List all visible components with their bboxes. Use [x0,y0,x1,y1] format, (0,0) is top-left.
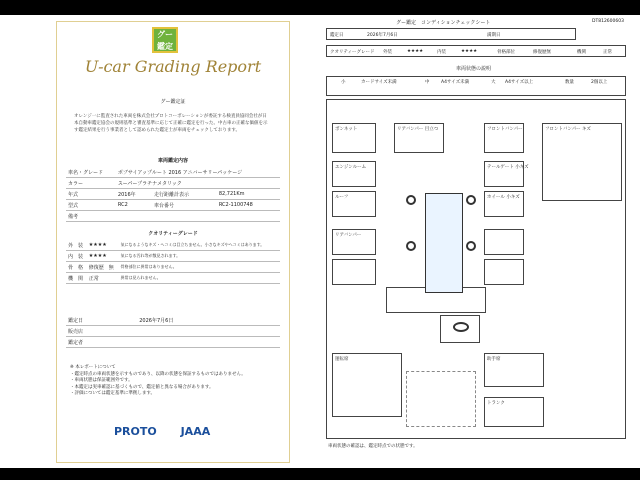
cell: ★★★★ [87,240,119,251]
cell: カラー [66,178,116,189]
cell: 鑑定日 [66,315,137,326]
vehicle-table [66,167,280,222]
note-box [332,123,376,153]
size-legend [326,76,626,96]
cell [137,326,280,337]
sheet-title: グー鑑定 コンディションチェックシート [396,20,491,26]
size-mid: 中 [425,80,430,85]
panel-label: 運転席 [335,357,349,362]
table-row [66,273,280,284]
certificate-subtitle: グー鑑定証 [160,99,186,105]
steering-wheel-icon [453,322,469,332]
note-text: ホイール 小キズ [487,195,520,200]
cell: 車台番号 [152,200,217,211]
int-value: ★★★★ [461,49,478,54]
ext-label: 外装 [383,50,392,55]
table-row [66,211,280,222]
date-row [326,28,576,40]
cell: 鑑定者 [66,337,137,348]
logo-row [114,425,230,438]
count-value: 2個以上 [591,80,608,85]
desc-title: 車両状態の説明 [456,66,492,72]
int-label: 内装 [437,50,446,55]
equipment-box [542,123,622,201]
cell: RC2-1100748 [217,200,280,211]
intro-paragraph: オレンジ一に監査された車両を株式会社プロトコーポレーションが委託する検査員協同会社が日本自動車鑑定協会の規則基準と審査基準に応じて正確に鑑定を行った。中古車の正確な価値を示す鑑定結果を行う事業者として認められた鑑定士が車両をチェックしております。 [74,114,268,133]
note-box [484,259,524,285]
size-large: 大 [491,80,496,85]
table-row [66,240,280,251]
table-row [66,337,280,348]
panel-label: ルーフ [335,195,349,200]
cell [116,211,280,222]
condition-check-sheet [316,15,640,468]
cell: 型式 [66,200,116,211]
note-text: フロントバンパー キズ [545,127,591,132]
size-card: カードサイズ未満 [361,80,397,85]
cell: ★★★★ [87,251,119,262]
cell: スーパープラチナメタリック [116,178,280,189]
note-text: テールゲート 小キズ [487,165,529,170]
date-table [66,315,280,348]
cell: 年式 [66,189,116,200]
bottom-note: 車両状態の確認は、鑑定時点での状態です。 [328,444,418,449]
interior-note-box [332,353,402,417]
panel-label: 助手席 [487,357,501,362]
cell: 2026年7月6日 [137,315,280,326]
cell: 気になるようなキズ・へコミは目立ちません。小さなキズやヘコミはあります。 [118,240,280,251]
table-row [66,189,280,200]
interior-note-box [484,397,544,427]
cell: 外 装 [66,240,87,251]
cell: RC2 [116,200,152,211]
jaaa-logo: JAAA [180,425,211,438]
frame-value: 修復歴無 [533,50,551,55]
grade-label: クオリティーグレード [330,50,375,55]
count-label: 数量 [565,80,574,85]
panel-label: エンジンルーム [335,165,367,170]
note-box [484,161,529,187]
grading-report-certificate [52,15,294,468]
note-box [332,161,376,187]
cell: ボブサイアップルート 2016 アニバーサリーパッケージ [116,167,280,178]
table-row [66,167,280,178]
wheel-icon [466,241,476,251]
size-a4: A4サイズ未満 [441,80,470,85]
report-title: U-car Grading Report [84,57,262,76]
table-row [66,178,280,189]
table-row [66,251,280,262]
cell: 販売店 [66,326,137,337]
note-box [332,191,376,217]
wheel-icon [406,195,416,205]
cell: 内 装 [66,251,87,262]
ext-value: ★★★★ [407,49,424,54]
table-row [66,200,280,211]
engine-label: 機関 [577,50,586,55]
wheel-icon [406,241,416,251]
report-sheet [0,15,640,468]
cell: 修復歴 無 [87,262,119,273]
table-row [66,315,280,326]
cell: 車名・グレード [66,167,116,178]
panel-label: トランク [487,401,505,406]
note-box [484,229,524,255]
cell: 走行距離計表示 [152,189,217,200]
quality-section-title: クオリティーグレード [148,231,198,237]
panel-label: フロントバンパー [487,127,523,132]
goo-badge-logo: グー鑑定 [152,27,178,53]
proto-logo: PROTO [114,425,157,438]
quality-table [66,240,280,284]
note-box [394,123,444,153]
cell: 機 関 [66,273,87,284]
vehicle-section-title: 車両鑑定内容 [157,158,188,164]
sheet-id: DT812600603 [592,19,624,24]
cell: 備考 [66,211,116,222]
cell: 異常は見られません。 [118,273,280,284]
cell: 正常 [87,273,119,284]
wheel-icon [466,195,476,205]
engine-value: 正常 [603,50,612,55]
footnote: ※ 本レポートについて ・鑑定時点の車両状態を示すものであり、以降の状態を保証するものではありません。 ・車両状態は保証範囲外です。 ・本鑑定は実車確認に基づくもので、鑑定値と異なる場合があります。 ・評価については鑑定基準に準拠します。 [70,365,246,396]
interior-seat-diagram [406,371,476,427]
car-top-view-diagram [425,193,463,293]
cell: 骨格部位に異常はありません。 [118,262,280,273]
size-small: 小 [341,80,346,85]
cell: 82,721Km [217,189,280,200]
table-row [66,326,280,337]
note-box [332,259,376,285]
note-box [484,191,524,217]
steering-box [440,315,480,343]
date-label: 鑑定日 [330,33,344,38]
cell: 2016年 [116,189,152,200]
cell: 気になる汚れ等が散見されます。 [118,251,280,262]
expire-label: 満期日 [487,33,501,38]
grade-row [326,45,626,57]
cell [137,337,280,348]
note-text: リアバンパー 目立つ [397,127,439,132]
frame-label: 骨格部位 [497,50,515,55]
date-value: 2026年7月6日 [367,33,398,38]
panel-label: ボンネット [335,127,358,132]
cell: 骨 格 [66,262,87,273]
interior-note-box [484,353,544,387]
note-box [484,123,524,153]
note-box [332,229,376,255]
panel-label: リアバンパー [335,233,362,238]
size-a4plus: A4サイズ以上 [505,80,534,85]
table-row [66,262,280,273]
